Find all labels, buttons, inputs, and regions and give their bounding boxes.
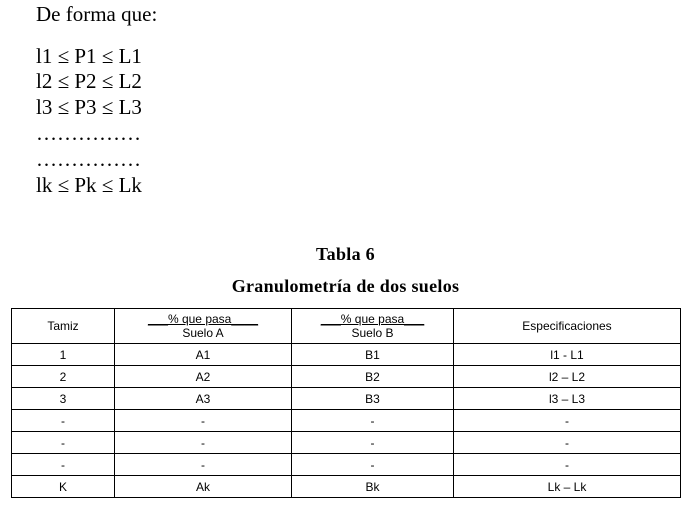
cell-suelo-a: Ak — [115, 476, 292, 498]
cell-especificaciones: l1 - L1 — [454, 344, 681, 366]
inequality-line: l2 ≤ P2 ≤ L2 — [36, 69, 142, 93]
table-row — [12, 454, 681, 476]
cell-tamiz: - — [12, 410, 115, 432]
table-row — [12, 432, 681, 454]
table-row — [12, 366, 681, 388]
cell-suelo-b: B2 — [292, 366, 454, 388]
cell-suelo-b: Bk — [292, 476, 454, 498]
cell-tamiz: 3 — [12, 388, 115, 410]
cell-suelo-b: - — [292, 454, 454, 476]
cell-suelo-b: B3 — [292, 388, 454, 410]
cell-suelo-b: - — [292, 432, 454, 454]
cell-especificaciones: - — [454, 410, 681, 432]
header-suelo-a — [115, 309, 292, 344]
cell-suelo-b: - — [292, 410, 454, 432]
cell-suelo-a: A2 — [115, 366, 292, 388]
cell-especificaciones: l3 – L3 — [454, 388, 681, 410]
ellipsis-line: …………… — [36, 147, 141, 171]
header-tamiz: Tamiz — [12, 309, 115, 344]
table-row — [12, 476, 681, 498]
ellipsis-line: …………… — [36, 121, 141, 145]
cell-suelo-a: A3 — [115, 388, 292, 410]
table-number: Tabla 6 — [316, 244, 375, 264]
header-especificaciones: Especificaciones — [454, 309, 681, 344]
inequality-line: l3 ≤ P3 ≤ L3 — [36, 95, 142, 119]
cell-suelo-a: - — [115, 410, 292, 432]
table-title: Granulometría de dos suelos — [231, 276, 460, 296]
intro-text: De forma que: — [36, 2, 158, 26]
inequality-line: l1 ≤ P1 ≤ L1 — [36, 44, 142, 68]
cell-suelo-a: A1 — [115, 344, 292, 366]
header-pct-b: ___% que pasa___ — [320, 312, 425, 326]
header-pct-a: ___% que pasa____ — [147, 312, 259, 326]
cell-suelo-b: B1 — [292, 344, 454, 366]
header-suelo-b-label: Suelo B — [351, 326, 394, 340]
cell-tamiz: - — [12, 454, 115, 476]
header-suelo-b — [292, 309, 454, 344]
table-header-row — [12, 309, 681, 344]
cell-especificaciones: - — [454, 432, 681, 454]
cell-tamiz: 1 — [12, 344, 115, 366]
cell-suelo-a: - — [115, 432, 292, 454]
table-row — [12, 344, 681, 366]
inequality-line: lk ≤ Pk ≤ Lk — [36, 173, 142, 197]
cell-suelo-a: - — [115, 454, 292, 476]
table-row — [12, 388, 681, 410]
cell-tamiz: - — [12, 432, 115, 454]
cell-especificaciones: l2 – L2 — [454, 366, 681, 388]
granulometry-table — [11, 308, 681, 498]
table-row — [12, 410, 681, 432]
cell-tamiz: K — [12, 476, 115, 498]
cell-tamiz: 2 — [12, 366, 115, 388]
cell-especificaciones: - — [454, 454, 681, 476]
header-suelo-a-label: Suelo A — [182, 326, 224, 340]
cell-especificaciones: Lk – Lk — [454, 476, 681, 498]
